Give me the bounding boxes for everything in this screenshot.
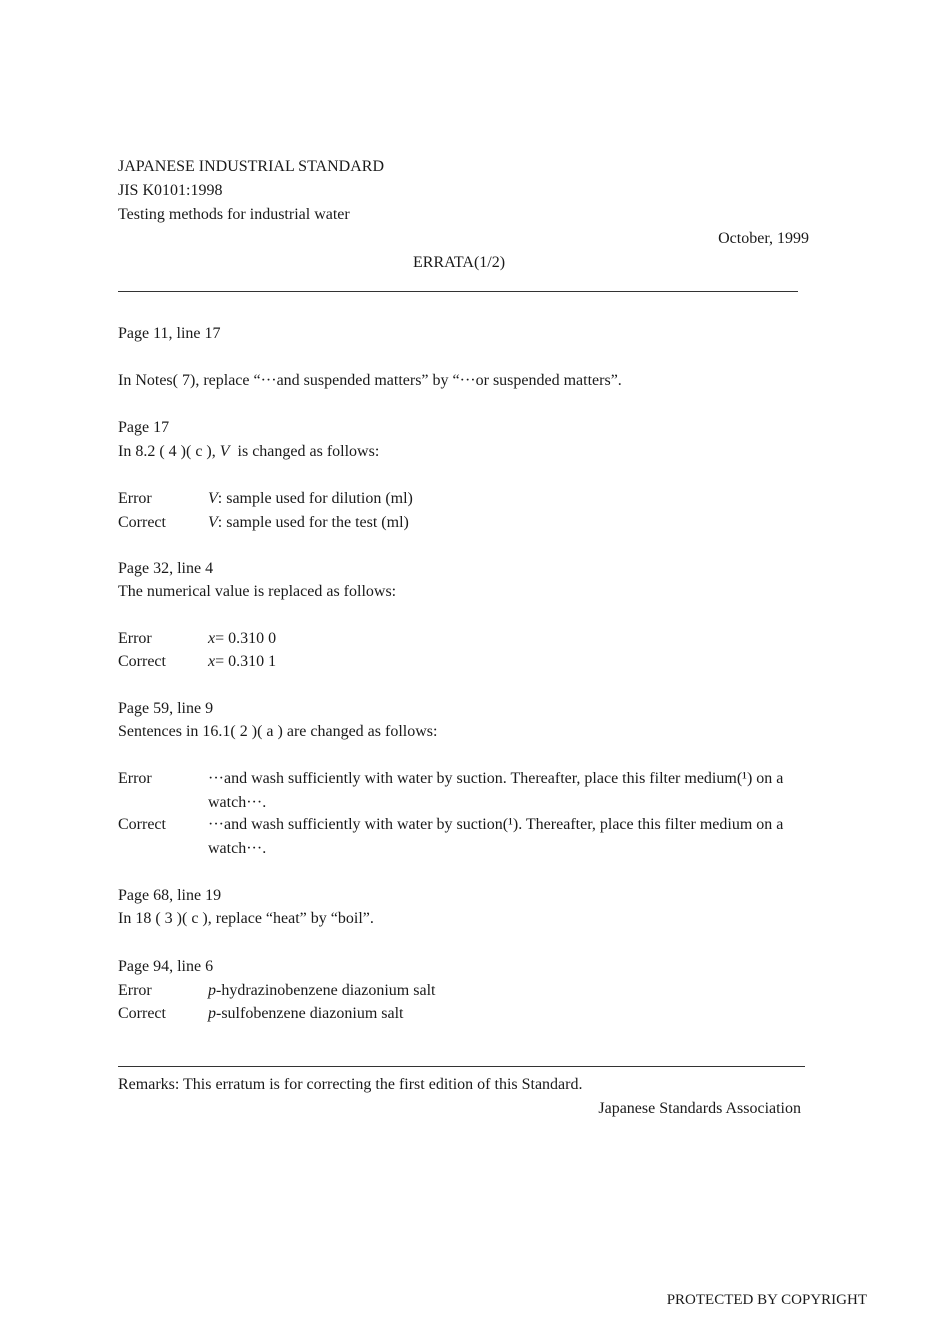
correct-value: p-sulfobenzene diazonium salt [208, 1005, 404, 1022]
correct-label: Correct [118, 514, 166, 531]
entry-intro: In 8.2 ( 4 )( c ), V is changed as follows: [118, 443, 380, 460]
correct-value: V: sample used for the test (ml) [208, 514, 409, 531]
error-value: V: sample used for dilution (ml) [208, 490, 413, 507]
error-value: ···and wash sufficiently with water by suction. Thereafter, place this filter medium(¹) on a watch···. [208, 770, 784, 811]
error-label: Error [118, 490, 152, 507]
standard-title: Testing methods for industrial water [118, 206, 350, 223]
bottom-divider [118, 1066, 805, 1067]
entry-intro: The numerical value is replaced as follows: [118, 583, 397, 600]
entry-page-ref: Page 17 [118, 419, 170, 436]
entry-page-ref: Page 94, line 6 [118, 958, 214, 975]
entry-text: In 18 ( 3 )( c ), replace “heat” by “boil”. [118, 910, 374, 927]
correct-value: x= 0.310 1 [208, 653, 277, 670]
error-label: Error [118, 630, 152, 647]
copyright-notice: PROTECTED BY COPYRIGHT [666, 1292, 867, 1308]
standard-type: JAPANESE INDUSTRIAL STANDARD [118, 158, 384, 175]
entry-page-ref: Page 32, line 4 [118, 560, 214, 577]
entry-page-ref: Page 59, line 9 [118, 700, 214, 717]
association-name: Japanese Standards Association [598, 1100, 801, 1117]
standard-number: JIS K0101:1998 [118, 182, 223, 199]
correct-value: ···and wash sufficiently with water by suction(¹). Thereafter, place this filter medium on a watch···. [208, 816, 784, 857]
error-label: Error [118, 770, 152, 787]
entry-page-ref: Page 11, line 17 [118, 325, 221, 342]
remarks: Remarks: This erratum is for correcting the first edition of this Standard. [118, 1076, 583, 1093]
correct-label: Correct [118, 653, 166, 670]
error-label: Error [118, 982, 152, 999]
issue-date: October, 1999 [718, 230, 809, 247]
entry-text: In Notes( 7), replace “···and suspended matters” by “···or suspended matters”. [118, 372, 622, 389]
entry-intro: Sentences in 16.1( 2 )( a ) are changed as follows: [118, 723, 438, 740]
errata-title: ERRATA(1/2) [413, 254, 506, 271]
error-value: x= 0.310 0 [208, 630, 277, 647]
correct-label: Correct [118, 816, 166, 833]
top-divider [118, 291, 798, 292]
error-value: p-hydrazinobenzene diazonium salt [208, 982, 436, 999]
entry-page-ref: Page 68, line 19 [118, 887, 222, 904]
correct-label: Correct [118, 1005, 166, 1022]
